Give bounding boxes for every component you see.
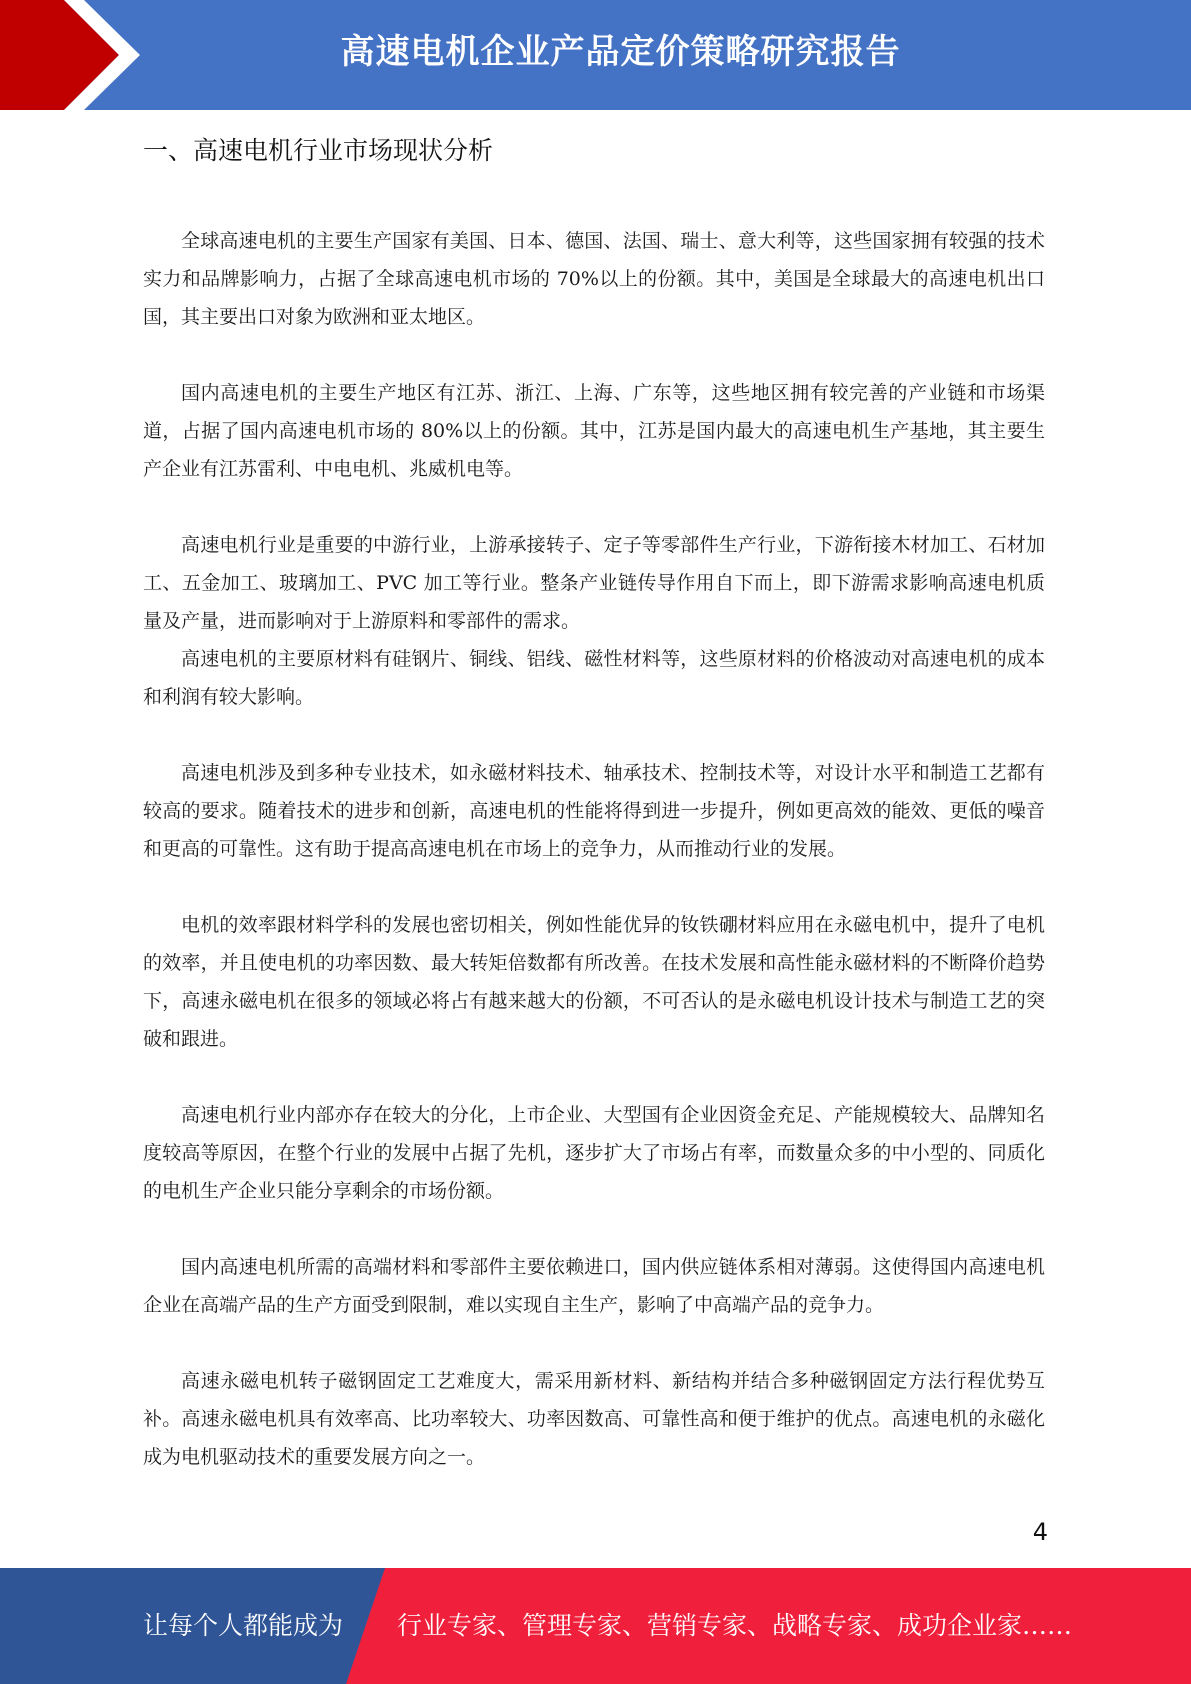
- body-content: [143, 222, 1045, 1476]
- header-bar: [0, 0, 1191, 110]
- paragraph-4: 高速电机的主要原材料有硅钢片、铜线、铝线、磁性材料等，这些原材料的价格波动对高速电机的成本和利润有较大影响。: [143, 648, 1045, 708]
- paragraph-9: 高速永磁电机转子磁钢固定工艺难度大，需采用新材料、新结构并结合多种磁钢固定方法行程优势互补。高速永磁电机具有效率高、比功率较大、功率因数高、可靠性高和便于维护的优点。高速电机的永磁化成为电机驱动技术的重要发展方向之一。: [143, 1370, 1045, 1468]
- paragraph-7: 高速电机行业内部亦存在较大的分化，上市企业、大型国有企业因资金充足、产能规模较大、品牌知名度较高等原因，在整个行业的发展中占据了先机，逐步扩大了市场占有率，而数量众多的中小型的、同质化的电机生产企业只能分享剩余的市场份额。: [143, 1104, 1045, 1202]
- paragraph-6: 电机的效率跟材料学科的发展也密切相关，例如性能优异的钕铁硼材料应用在永磁电机中，提升了电机的效率，并且使电机的功率因数、最大转矩倍数都有所改善。在技术发展和高性能永磁材料的不断降价趋势下，高速永磁电机在很多的领域必将占有越来越大的份额，不可否认的是永磁电机设计技术与制造工艺的突破和跟进。: [143, 914, 1045, 1050]
- footer-slogan-left: 让每个人都能成为: [143, 1611, 344, 1640]
- report-title: 高速电机企业产品定价策略研究报告: [340, 32, 901, 72]
- paragraph-3: 高速电机行业是重要的中游行业，上游承接转子、定子等零部件生产行业，下游衔接木材加工、石材加工、五金加工、玻璃加工、PVC 加工等行业。整条产业链传导作用自下而上，即下游需求影响高速电机质量及产量，进而影响对于上游原料和零部件的需求。: [143, 534, 1045, 632]
- footer-banner: [0, 1568, 1191, 1684]
- section-heading: 一、高速电机行业市场现状分析: [143, 136, 494, 165]
- paragraph-2: 国内高速电机的主要生产地区有江苏、浙江、上海、广东等，这些地区拥有较完善的产业链和市场渠道，占据了国内高速电机市场的 80%以上的份额。其中，江苏是国内最大的高速电机生产基地，其主要生产企业有江苏雷利、中电电机、兆威机电等。: [143, 382, 1045, 480]
- paragraph-1: 全球高速电机的主要生产国家有美国、日本、德国、法国、瑞士、意大利等，这些国家拥有较强的技术实力和品牌影响力，占据了全球高速电机市场的 70%以上的份额。其中，美国是全球最大的高速电机出口国，其主要出口对象为欧洲和亚太地区。: [143, 230, 1045, 328]
- footer-slogan-right: 行业专家、管理专家、营销专家、战略专家、成功企业家……: [397, 1611, 1073, 1640]
- header-chevron-decoration: [0, 0, 150, 110]
- paragraph-8: 国内高速电机所需的高端材料和零部件主要依赖进口，国内供应链体系相对薄弱。这使得国内高速电机企业在高端产品的生产方面受到限制，难以实现自主生产，影响了中高端产品的竞争力。: [143, 1256, 1045, 1316]
- page-number: 4: [1032, 1518, 1048, 1546]
- paragraph-5: 高速电机涉及到多种专业技术，如永磁材料技术、轴承技术、控制技术等，对设计水平和制造工艺都有较高的要求。随着技术的进步和创新，高速电机的性能将得到进一步提升，例如更高效的能效、更低的噪音和更高的可靠性。这有助于提高高速电机在市场上的竞争力，从而推动行业的发展。: [143, 762, 1045, 860]
